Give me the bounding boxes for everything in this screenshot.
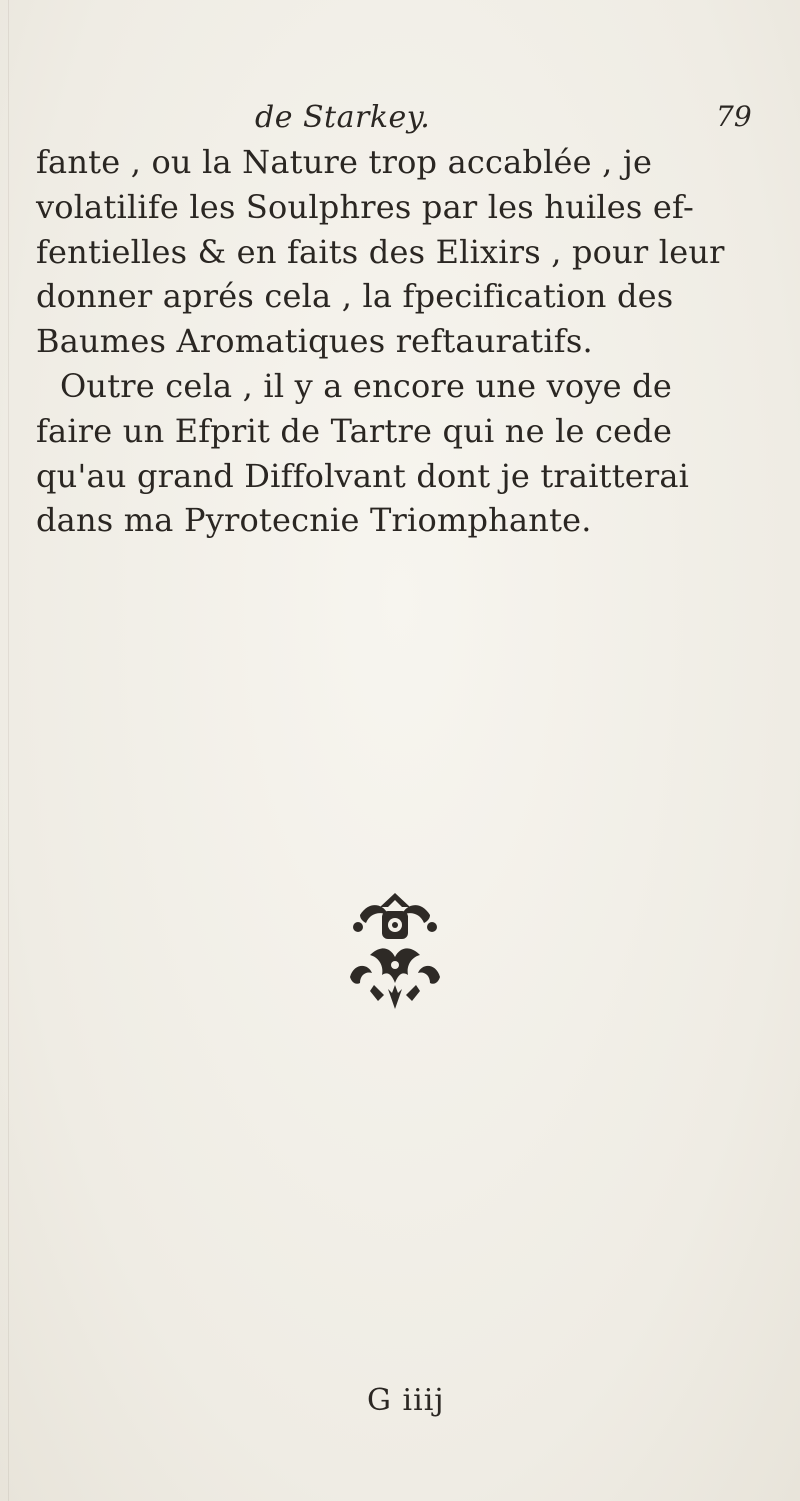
text-line: dans ma Pyrotecnie Triomphante.	[36, 501, 592, 540]
paragraph-start-line: Outre cela , il y a encore une voye de	[60, 366, 672, 405]
text-line: qu'au grand Diffolvant dont je traitterai	[36, 456, 690, 495]
body-text	[36, 140, 756, 543]
text-line: fante , ou la Nature trop accablée , je	[36, 143, 653, 181]
text-line: faire un Efprit de Tartre qui ne le cede	[36, 411, 673, 450]
page-number: 79	[716, 100, 752, 133]
text-line: Baumes Aromatiques reftauratifs.	[36, 322, 593, 361]
running-title: de Starkey.	[255, 100, 431, 135]
text-line: volatilife les Soulphres par les huiles ef-	[36, 187, 694, 226]
text-line: donner aprés cela , la fpecification des	[36, 277, 674, 316]
page-edge-shadow	[8, 0, 9, 1501]
ornament-icon	[340, 885, 450, 1015]
signature-mark: G iiij	[367, 1383, 445, 1418]
text-line: fentielles & en faits des Elixirs , pour leur	[36, 232, 725, 271]
page-header	[0, 100, 800, 142]
